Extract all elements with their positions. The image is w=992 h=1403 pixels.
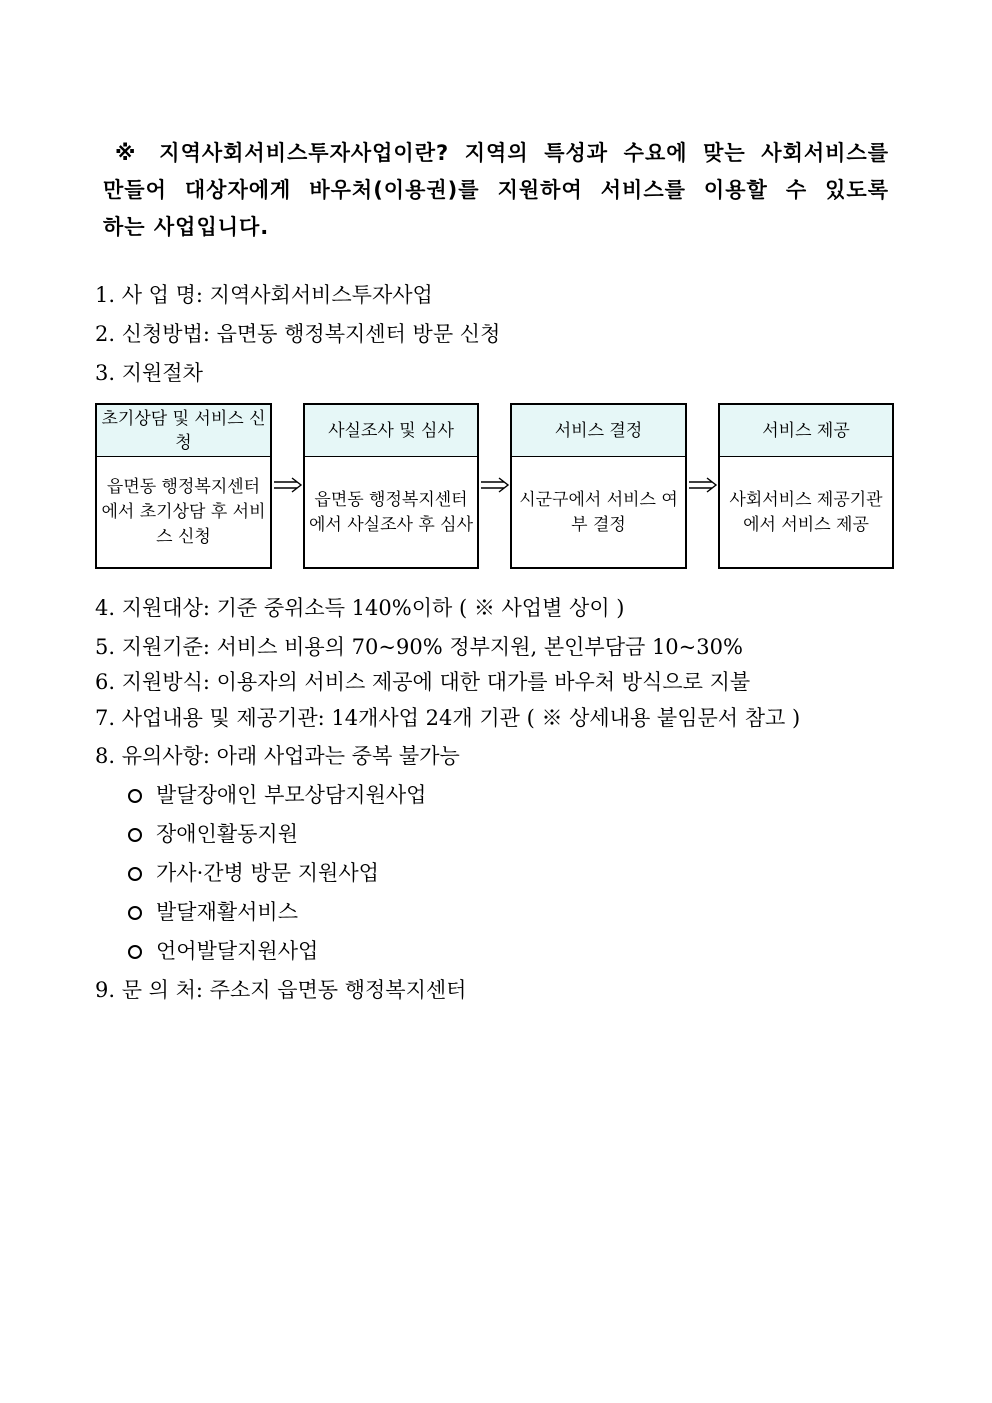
item-1-project-name: 1. 사 업 명: 지역사회서비스투자사업 bbox=[95, 283, 433, 307]
item-8-notes: 8. 유의사항: 아래 사업과는 중복 불가능 bbox=[95, 744, 460, 768]
exclusion-item: 가사·간병 방문 지원사업 bbox=[128, 855, 379, 891]
item-5-criteria: 5. 지원기준: 서비스 비용의 70~90% 정부지원, 본인부담금 10~30% bbox=[95, 635, 743, 659]
circle-bullet-icon bbox=[128, 906, 142, 920]
flow-step-title: 서비스 제공 bbox=[720, 405, 892, 457]
flow-step-title: 서비스 결정 bbox=[512, 405, 685, 457]
flow-step-body: 사회서비스 제공기관에서 서비스 제공 bbox=[729, 489, 883, 535]
item-2-application-method: 2. 신청방법: 읍면동 행정복지센터 방문 신청 bbox=[95, 322, 501, 346]
circle-bullet-icon bbox=[128, 828, 142, 842]
circle-bullet-icon bbox=[128, 945, 142, 959]
flow-step-2 bbox=[303, 403, 479, 569]
flow-step-4 bbox=[718, 403, 894, 569]
flow-step-body: 읍면동 행정복지센터에서 사실조사 후 심사 bbox=[308, 489, 473, 535]
intro-notice bbox=[103, 135, 889, 246]
exclusion-item: 발달장애인 부모상담지원사업 bbox=[128, 777, 426, 813]
double-arrow-right-icon bbox=[480, 477, 510, 493]
double-arrow-right-icon bbox=[273, 477, 303, 493]
flow-step-3 bbox=[510, 403, 687, 569]
exclusion-item: 장애인활동지원 bbox=[128, 816, 298, 852]
item-3-procedure: 3. 지원절차 bbox=[95, 361, 203, 385]
double-arrow-right-icon bbox=[688, 477, 718, 493]
exclusion-item: 언어발달지원사업 bbox=[128, 933, 318, 969]
item-7-contents: 7. 사업내용 및 제공기관: 14개사업 24개 기관 ( ※ 상세내용 붙임문서 참고 ) bbox=[95, 706, 801, 730]
circle-bullet-icon bbox=[128, 867, 142, 881]
flow-step-body: 읍면동 행정복지센터에서 초기상담 후 서비스 신청 bbox=[101, 477, 266, 547]
item-9-contact: 9. 문 의 처: 주소지 읍면동 행정복지센터 bbox=[95, 978, 467, 1002]
flow-step-1 bbox=[95, 403, 272, 569]
item-4-target: 4. 지원대상: 기준 중위소득 140%이하 ( ※ 사업별 상이 ) bbox=[95, 596, 625, 620]
intro-line-1: ※ 지역사회서비스투자사업이란? 지역의 특성과 수요에 맞는 사회서비스를 bbox=[115, 141, 889, 165]
flow-step-title: 초기상담 및 서비스 신청 bbox=[97, 405, 270, 457]
exclusion-item: 발달재활서비스 bbox=[128, 894, 298, 930]
intro-line-2: 만들어 대상자에게 바우처(이용권)를 지원하여 서비스를 이용할 수 있도록 bbox=[103, 178, 889, 202]
item-6-method: 6. 지원방식: 이용자의 서비스 제공에 대한 대가를 바우처 방식으로 지불 bbox=[95, 670, 751, 694]
intro-line-3: 하는 사업입니다. bbox=[103, 215, 270, 239]
procedure-flowchart bbox=[95, 403, 895, 571]
circle-bullet-icon bbox=[128, 789, 142, 803]
flow-step-body: 시군구에서 서비스 여부 결정 bbox=[519, 489, 678, 535]
flow-step-title: 사실조사 및 심사 bbox=[305, 405, 477, 457]
